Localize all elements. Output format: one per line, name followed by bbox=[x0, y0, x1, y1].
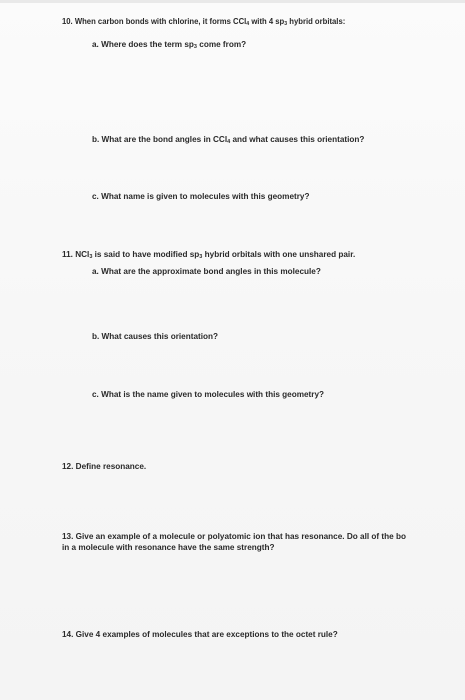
question-11 bbox=[62, 248, 355, 261]
question-10-suffix: hybrid orbitals: bbox=[287, 17, 346, 26]
question-10c: c. What name is given to molecules with this geometry? bbox=[92, 192, 310, 201]
question-10-mid: with 4 sp bbox=[249, 17, 285, 26]
question-10a-prefix: a. Where does the term sp bbox=[92, 40, 194, 49]
question-10b-subscript: 4 bbox=[227, 139, 231, 145]
question-10 bbox=[62, 15, 345, 28]
question-12: 12. Define resonance. bbox=[62, 462, 147, 471]
question-10-subscript-2: 3 bbox=[284, 21, 288, 27]
question-10a bbox=[92, 38, 246, 51]
question-11-suffix: hybrid orbitals with one unshared pair. bbox=[202, 250, 356, 259]
question-11-mid: is said to have modified sp bbox=[92, 250, 200, 259]
question-11-subscript-2: 3 bbox=[199, 254, 203, 260]
question-10-prefix: 10. When carbon bonds with chlorine, it forms CCl bbox=[62, 17, 247, 26]
question-11-prefix: 11. NCl bbox=[62, 250, 90, 259]
question-10b-prefix: b. What are the bond angles in CCl bbox=[92, 135, 228, 144]
question-11b: b. What causes this orientation? bbox=[92, 332, 219, 341]
question-10b bbox=[92, 133, 364, 146]
question-11a: a. What are the approximate bond angles in this molecule? bbox=[92, 267, 321, 276]
question-10-subscript-1: 4 bbox=[246, 21, 250, 27]
question-14: 14. Give 4 examples of molecules that are exceptions to the octet rule? bbox=[62, 630, 338, 639]
question-11-subscript-1: 3 bbox=[89, 254, 93, 260]
question-10b-suffix: and what causes this orientation? bbox=[230, 135, 365, 144]
question-10a-suffix: come from? bbox=[196, 40, 247, 49]
question-13-line-1: 13. Give an example of a molecule or polyatomic ion that has resonance. Do all of the bo bbox=[62, 532, 406, 541]
question-10a-subscript: 3 bbox=[193, 44, 197, 50]
page-top-edge bbox=[0, 0, 465, 3]
question-11c: c. What is the name given to molecules with this geometry? bbox=[92, 390, 325, 399]
question-13-line-2: in a molecule with resonance have the same strength? bbox=[62, 543, 275, 552]
